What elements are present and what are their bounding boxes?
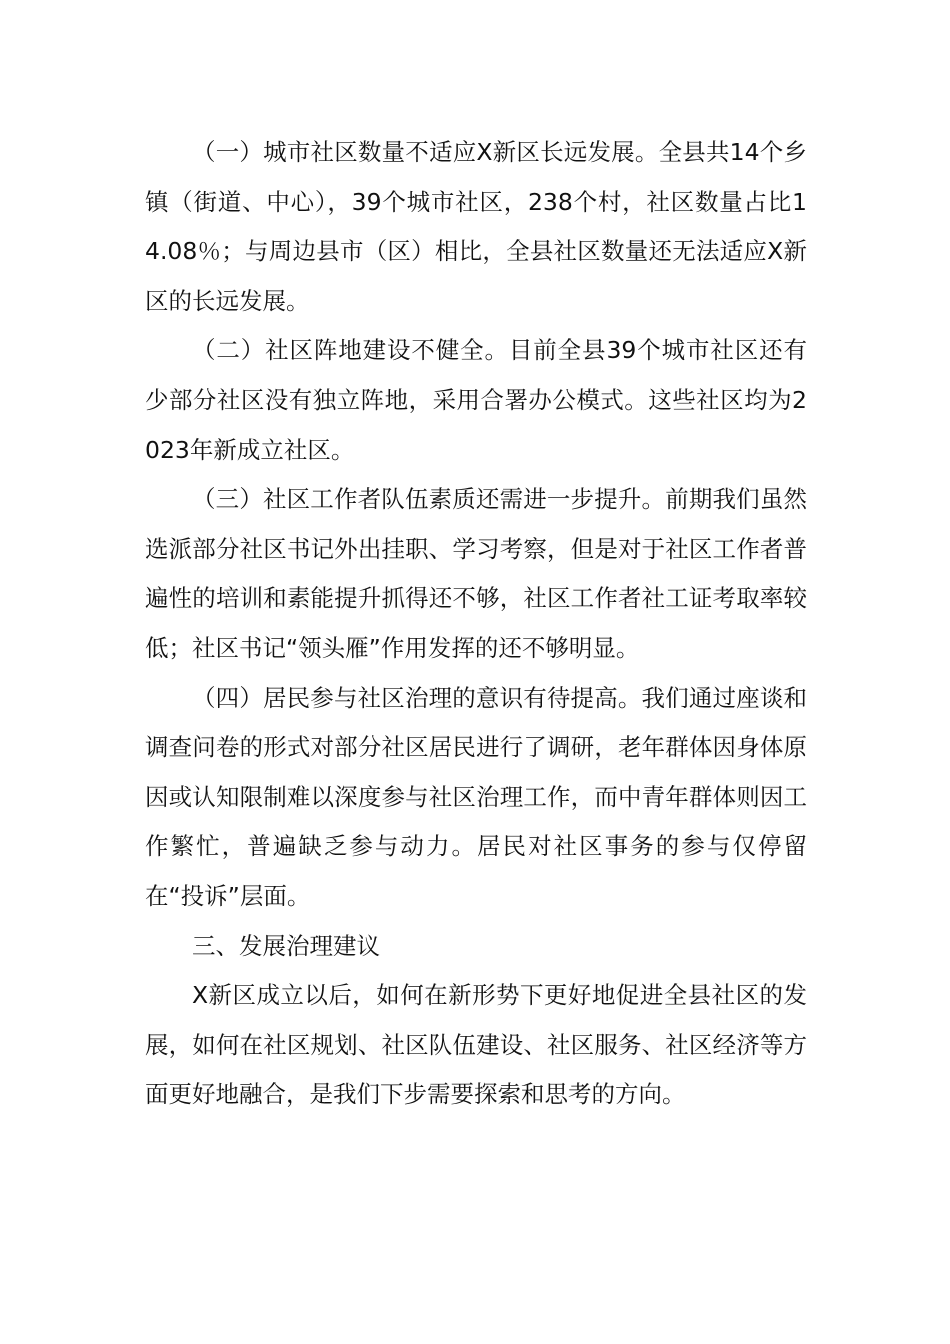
paragraph-resident-participation: （四）居民参与社区治理的意识有待提高。我们通过座谈和调查问卷的形式对部分社区居民进行了调研，老年群体因身体原因或认知限制难以深度参与社区治理工作，而中青年群体则因工作繁忙，普遍缺乏参与动力。居民对社区事务的参与仅停留在“投诉”层面。 [145,683,807,910]
document-body [145,128,807,1120]
paragraph-community-count: （一）城市社区数量不适应X新区长远发展。全县共14个乡镇（街道、中心），39个城市社区，238个村，社区数量占比14.08％；与周边县市（区）相比，全县社区数量还无法适应X新区的长远发展。 [145,138,807,315]
section-heading-suggestions: 三、发展治理建议 [192,931,380,960]
paragraph-development-direction: X新区成立以后，如何在新形势下更好地促进全县社区的发展，如何在社区规划、社区队伍建设、社区服务、社区经济等方面更好地融合，是我们下步需要探索和思考的方向。 [145,981,807,1109]
paragraph-community-workers: （三）社区工作者队伍素质还需进一步提升。前期我们虽然选派部分社区书记外出挂职、学习考察，但是对于社区工作者普遍性的培训和素能提升抓得还不够，社区工作者社工证考取率较低；社区书记“领头雁”作用发挥的还不够明显。 [145,485,807,662]
paragraph-community-facilities: （二）社区阵地建设不健全。目前全县39个城市社区还有少部分社区没有独立阵地，采用合署办公模式。这些社区均为2023年新成立社区。 [145,336,807,464]
